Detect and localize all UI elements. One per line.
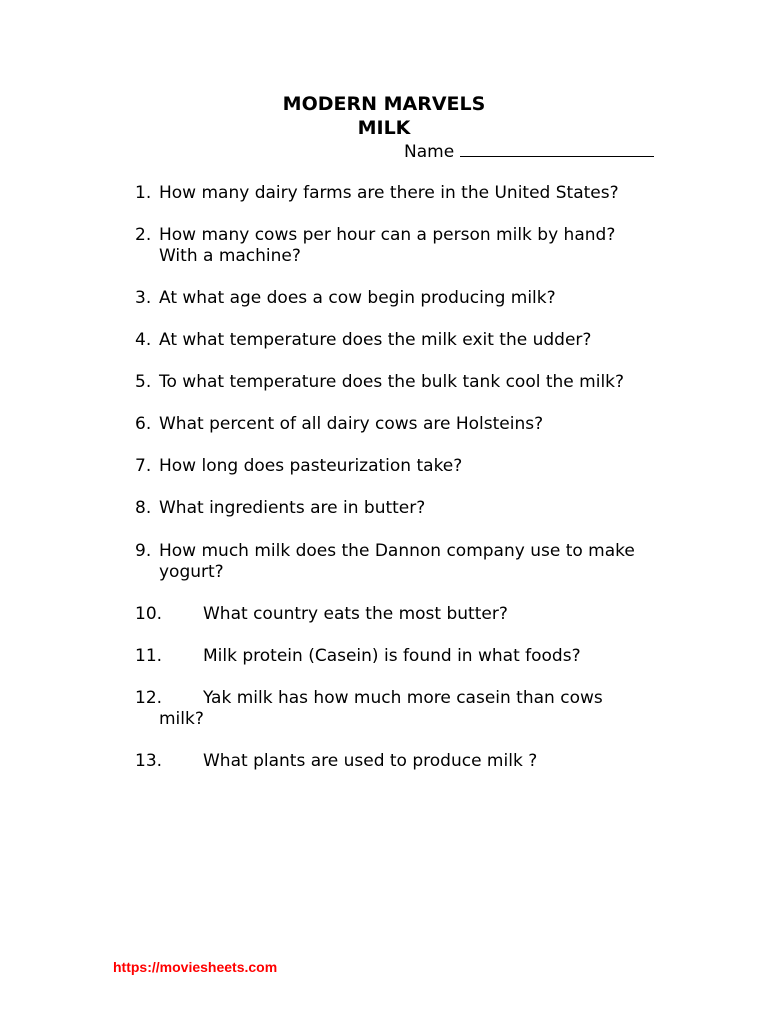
question-number: 6. [135,414,152,434]
question-text: At what age does a cow begin producing milk? [159,288,556,308]
question-number: 12. [135,688,163,708]
question-7 [135,456,462,477]
question-8 [135,498,425,519]
footer-website-link[interactable]: https://moviesheets.com [113,959,278,975]
question-4 [135,330,591,351]
question-text: How much milk does the Dannon company use to make [159,541,635,561]
question-6 [135,414,543,435]
question-2 [135,225,615,267]
question-number: 7. [135,456,152,476]
question-text: What ingredients are in butter? [159,498,426,518]
question-number: 10. [135,604,163,624]
question-text-continued: yogurt? [159,562,224,582]
question-1 [135,183,619,204]
question-text: How long does pasteurization take? [159,456,463,476]
question-number: 9. [135,541,152,561]
title-line-2: MILK [357,117,411,139]
question-text: What percent of all dairy cows are Holsteins? [159,414,544,434]
question-text: To what temperature does the bulk tank cool the milk? [159,372,625,392]
question-3 [135,288,556,309]
question-number: 1. [135,183,152,203]
question-number: 3. [135,288,152,308]
question-number: 5. [135,372,152,392]
question-number: 4. [135,330,152,350]
question-text: Yak milk has how much more casein than cows [203,688,603,708]
question-number: 13. [135,751,163,771]
question-10 [135,604,508,625]
question-text-continued: With a machine? [159,246,301,266]
question-text-continued: milk? [159,709,204,729]
question-5 [135,372,624,393]
question-text: At what temperature does the milk exit the udder? [159,330,592,350]
title-line-1: MODERN MARVELS [282,93,486,115]
question-12 [135,688,603,730]
question-text: How many dairy farms are there in the United States? [159,183,619,203]
question-number: 11. [135,646,163,666]
question-13 [135,751,537,772]
name-blank-line[interactable] [460,141,654,157]
question-number: 8. [135,498,152,518]
question-text: How many cows per hour can a person milk by hand? [159,225,616,245]
name-field [404,141,654,163]
question-text: Milk protein (Casein) is found in what foods? [203,646,581,666]
question-9 [135,541,635,583]
question-number: 2. [135,225,152,245]
question-text: What plants are used to produce milk ? [203,751,538,771]
question-11 [135,646,581,667]
name-label: Name [404,142,455,162]
question-text: What country eats the most butter? [203,604,508,624]
